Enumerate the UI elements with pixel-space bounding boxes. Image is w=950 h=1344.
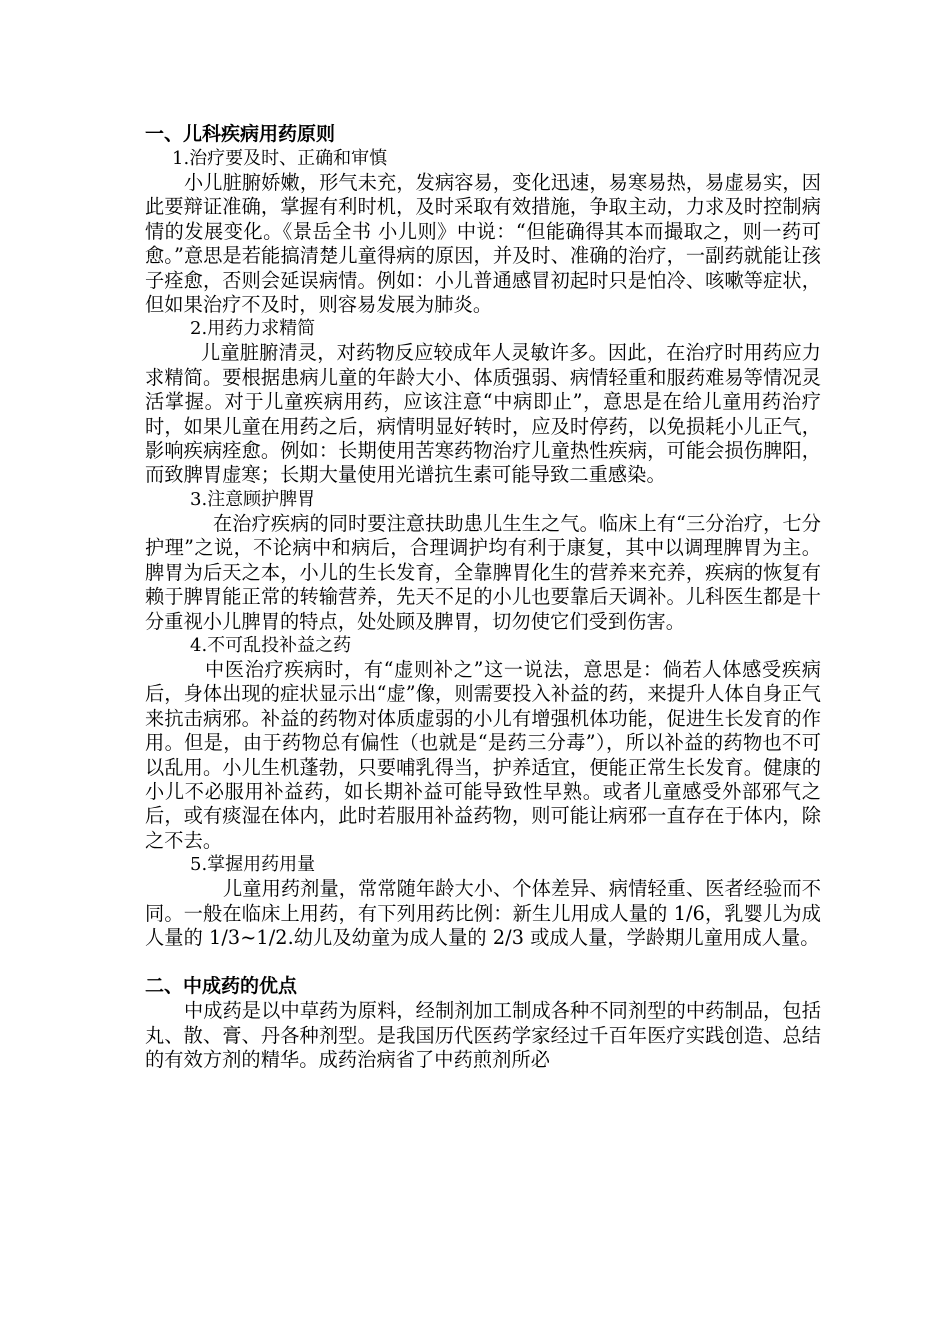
item2-title: 2.用药力求精简 xyxy=(190,318,316,340)
item5-body: 儿童用药剂量，常常随年龄大小、个体差异、病情轻重、医者经验而不同。一般在临床上用药，有下列用药比例：新生儿用成人量的 1/6，乳婴儿为成人量的 1/3~1/2.幼儿及幼童为成人量的 2/3 或成人量，学龄期儿童用成人量。 xyxy=(145,877,821,949)
item4-title: 4.不可乱投补益之药 xyxy=(190,634,352,656)
item3-title: 3.注意顾护脾胃 xyxy=(190,488,316,510)
document-page xyxy=(145,122,821,1073)
item4-body: 中医治疗疾病时，有“虚则补之”这一说法，意思是：倘若人体感受疾病后，身体出现的症状显示出“虚”像，则需要投入补益的药，来提升人体自身正气来抗击病邪。补益的药物对体质虚弱的小儿有增强机体功能，促进生长发育的作用。但是，由于药物总有偏性（也就是“是药三分毒”），所以补益的药物也不可以乱用。小儿生机蓬勃，只要哺乳得当，护养适宜，便能正常生长发育。健康的小儿不必服用补益药，如长期补益可能导致性早熟。或者儿童感受外部邪气之后，或有痰湿在体内，此时若服用补益药物，则可能让病邪一直存在于体内，除之不去。 xyxy=(145,657,821,852)
section2-heading: 二、中成药的优点 xyxy=(145,975,298,998)
item2-body: 儿童脏腑清灵，对药物反应较成年人灵敏许多。因此，在治疗时用药应力求精简。要根据患病儿童的年龄大小、体质强弱、病情轻重和服药难易等情况灵活掌握。对于儿童疾病用药，应该注意“中病即止”，意思是在给儿童用药治疗时，如果儿童在用药之后，病情明显好转时，应及时停药，以免损耗小儿正气，影响疾病痊愈。例如：长期使用苦寒药物治疗儿童热性疾病，可能会损伤脾阳，而致脾胃虚寒；长期大量使用光谱抗生素可能导致二重感染。 xyxy=(145,341,821,487)
item1-body: 小儿脏腑娇嫩，形气未充，发病容易，变化迅速，易寒易热，易虚易实，因此要辩证准确，掌握有利时机，及时采取有效措施，争取主动，力求及时控制病情的发展变化。《景岳全书 小儿则》中说：“但能确得其本而撮取之，则一药可愈。”意思是若能搞清楚儿童得病的原因，并及时、准确的治疗，一副药就能让孩子痊愈，否则会延误病情。例如：小儿普通感冒初起时只是怕冷、咳嗽等症状，但如果治疗不及时，则容易发展为肺炎。 xyxy=(145,171,821,317)
item5-title: 5.掌握用药用量 xyxy=(190,854,316,876)
item3-body: 在治疗疾病的同时要注意扶助患儿生生之气。临床上有“三分治疗，七分护理”之说，不论病中和病后，合理调护均有利于康复，其中以调理脾胃为主。脾胃为后天之本，小儿的生长发育，全靠脾胃化生的营养来充养，疾病的恢复有赖于脾胃能正常的转输营养，先天不足的小儿也要靠后天调补。儿科医生都是十分重视小儿脾胃的特点，处处顾及脾胃，切勿使它们受到伤害。 xyxy=(145,511,821,633)
section2-body: 中成药是以中草药为原料，经制剂加工制成各种不同剂型的中药制品，包括丸、散、膏、丹各种剂型。是我国历代医药学家经过千百年医疗实践创造、总结的有效方剂的精华。成药治病省了中药煎剂所必 xyxy=(145,999,821,1072)
section1-heading: 一、儿科疾病用药原则 xyxy=(145,123,336,145)
item1-title: 1.治疗要及时、正确和审慎 xyxy=(172,148,388,169)
